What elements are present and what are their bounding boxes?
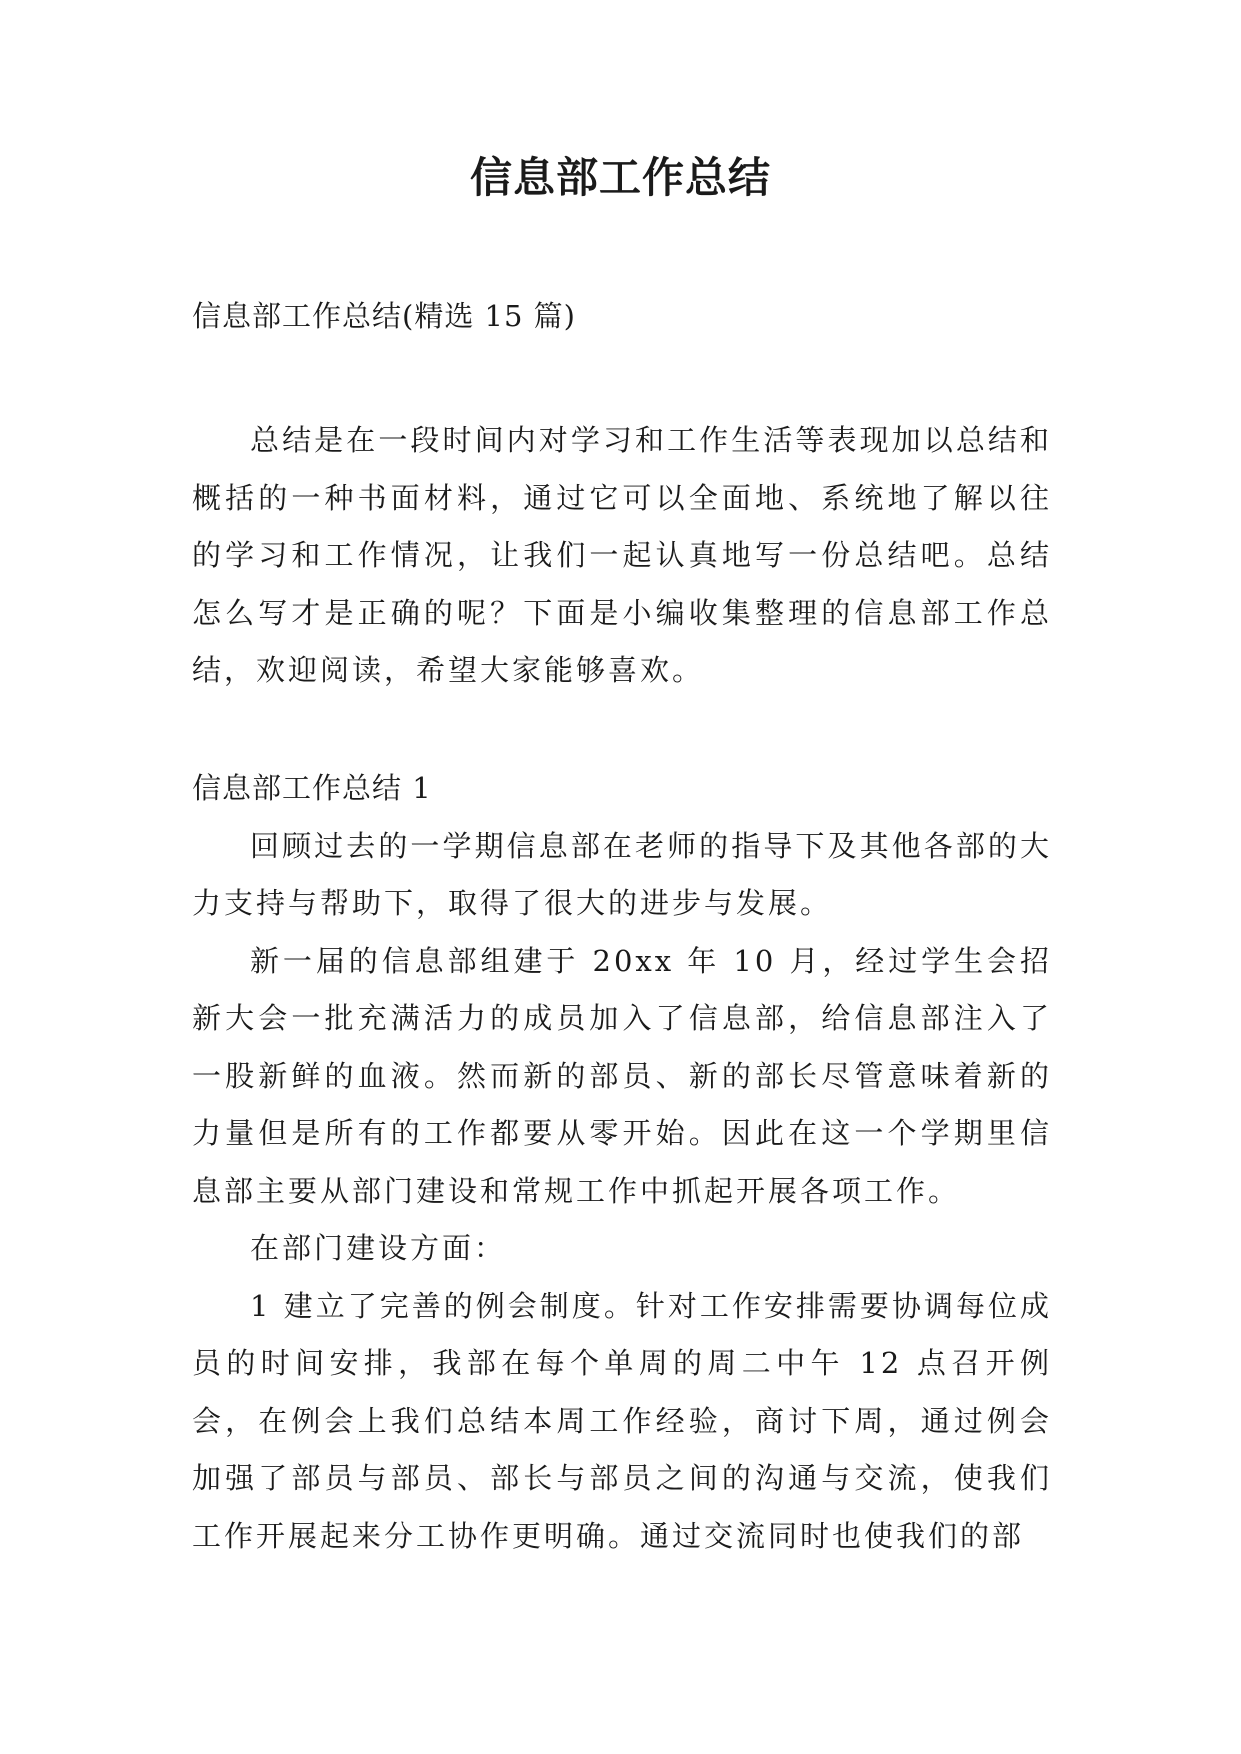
intro-paragraph: 总结是在一段时间内对学习和工作生活等表现加以总结和概括的一种书面材料，通过它可以全面地、系统地了解以往的学习和工作情况，让我们一起认真地写一份总结吧。总结怎么写才是正确的呢？下面是小编收集整理的信息部工作总结，欢迎阅读，希望大家能够喜欢。 — [192, 423, 1052, 687]
document-title: 信息部工作总结 — [469, 153, 771, 202]
section-heading: 信息部工作总结 1 — [192, 771, 432, 805]
section-paragraph: 1 建立了完善的例会制度。针对工作安排需要协调每位成员的时间安排，我部在每个单周的周二中午 12 点召开例会，在例会上我们总结本周工作经验，商讨下周，通过例会加强了部员与部员、部长与部员之间的沟通与交流，使我们工作开展起来分工协作更明确。通过交流同时也使我们的部 — [192, 1288, 1052, 1553]
section-1 — [192, 760, 1052, 1565]
document-subtitle: 信息部工作总结(精选 15 篇) — [192, 299, 576, 333]
section-paragraph: 在部门建设方面： — [250, 1231, 507, 1265]
section-paragraph: 新一届的信息部组建于 20xx 年 10 月，经过学生会招新大会一批充满活力的成员加入了信息部，给信息部注入了一股新鲜的血液。然而新的部员、新的部长尽管意味着新的力量但是所有的工作都要从零开始。因此在这一个学期里信息部主要从部门建设和常规工作中抓起开展各项工作。 — [192, 943, 1052, 1208]
section-paragraph: 回顾过去的一学期信息部在老师的指导下及其他各部的大力支持与帮助下，取得了很大的进步与发展。 — [192, 828, 1052, 920]
